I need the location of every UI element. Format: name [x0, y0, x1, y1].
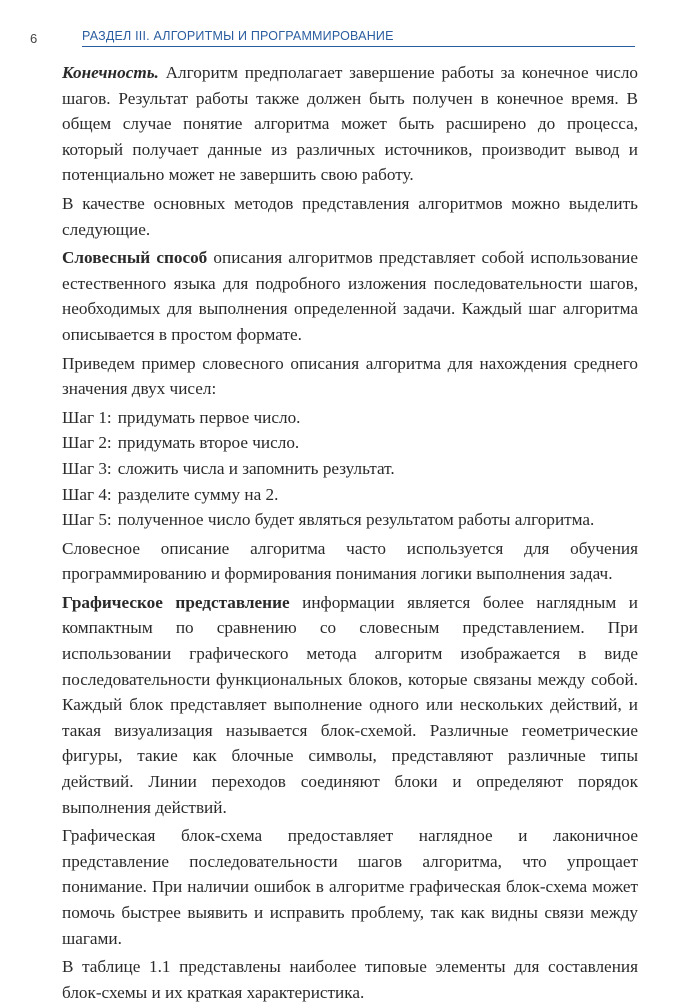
step-item — [62, 482, 638, 508]
step-label: Шаг 4: — [62, 484, 112, 504]
paragraph-methods-intro — [62, 191, 638, 242]
paragraph-text: описания алгоритмов представляет собой использование естественного языка для подробного изложения последовательности шагов, необходимых для выполнения определенной задачи. Каждый шаг алгоритма описывается в простом формате. — [62, 248, 638, 344]
paragraph-text: информации является более наглядным и компактным по сравнению со словесным представлением. При использовании графического метода алгоритм изображается в виде последовательности функциональных блоков, которые связаны между собой. Каждый блок представляет выполнение одного или нескольких действий, и такая визуализация называется блок-схемой. Различные геометрические фигуры, такие как блочные символы, представляют различные типы действий. Линии переходов соединяют блоки и определяют порядок выполнения действий. — [62, 592, 638, 817]
term-graphic-method: Графическое представление — [62, 592, 290, 612]
paragraph-flowchart-benefits — [62, 823, 638, 951]
step-item — [62, 405, 638, 431]
step-label: Шаг 1: — [62, 407, 112, 427]
step-item — [62, 456, 638, 482]
step-text: полученное число будет являться результатом работы алгоритма. — [117, 510, 595, 530]
step-text: придумать второе число. — [117, 433, 300, 453]
paragraph-text: Словесное описание алгоритма часто используется для обучения программированию и формирования понимания логики выполнения задач. — [62, 538, 638, 584]
running-head: РАЗДЕЛ III. АЛГОРИТМЫ И ПРОГРАММИРОВАНИЕ — [82, 29, 394, 43]
paragraph-finiteness — [62, 60, 638, 188]
step-text: придумать первое число. — [117, 407, 301, 427]
step-item — [62, 507, 638, 533]
term-finiteness: Конечность. — [62, 63, 159, 82]
paragraph-graphic-method — [62, 590, 638, 820]
paragraph-text: В таблице 1.1 представлены наиболее типовые элементы для составления блок-схемы и их краткая характеристика. — [62, 957, 638, 1002]
step-label: Шаг 2: — [62, 433, 112, 453]
page-header — [0, 0, 673, 50]
step-item — [62, 430, 638, 456]
page-number: 6 — [30, 31, 38, 46]
paragraph-verbal-usage — [62, 536, 638, 587]
step-label: Шаг 3: — [62, 458, 112, 478]
paragraph-text: В качестве основных методов представления алгоритмов можно выделить следующие. — [62, 193, 638, 239]
step-label: Шаг 5: — [62, 510, 112, 530]
body-text — [62, 60, 638, 1008]
paragraph-text: Приведем пример словесного описания алгоритма для нахождения среднего значения двух чисел: — [62, 353, 638, 399]
step-text: разделите сумму на 2. — [117, 484, 279, 504]
term-verbal-method: Словесный способ — [62, 248, 208, 268]
paragraph-verbal-method — [62, 245, 638, 347]
paragraph-text: Алгоритм предполагает завершение работы за конечное число шагов. Результат работы также должен быть получен в конечное время. В общем случае понятие алгоритма может быть расширено до процесса, который получает данные из различных источников, производит вывод и потенциально может не завершить свою работу. — [62, 63, 638, 185]
paragraph-text: Графическая блок-схема предоставляет наглядное и лаконичное представление последовательности шагов алгоритма, что упрощает понимание. При наличии ошибок в алгоритме графическая блок-схема может помочь быстрее выявить и исправить проблему, так как видны связи между шагами. — [62, 826, 638, 948]
paragraph-table-ref — [62, 954, 638, 1005]
header-rule — [82, 46, 635, 47]
step-text: сложить числа и запомнить результат. — [117, 458, 395, 478]
paragraph-example-intro — [62, 351, 638, 402]
